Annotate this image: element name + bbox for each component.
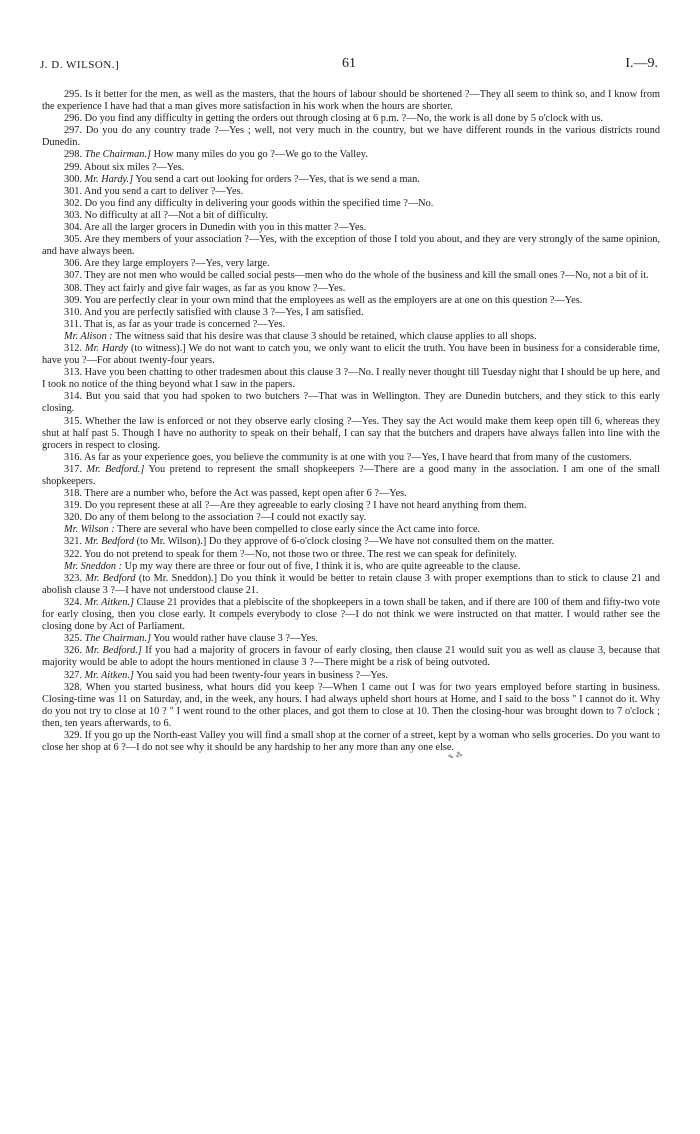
question-paragraph <box>42 234 660 258</box>
question-number: 329. <box>64 729 83 741</box>
question-number: 319. <box>64 500 83 512</box>
testimony-text-line: (to Mr. Wilson).] Do they approve of 6-o'clock closing ?—We have not consulted them on the matter. <box>136 536 555 548</box>
testimony-text-line: Have you been chatting to other tradesmen about this clause 3 ?—No. I really never thought till Tuesday night that I should be up here, and I took no notice of the thing beyond what I saw in the papers. <box>42 367 660 391</box>
question-paragraph <box>42 464 660 488</box>
question-paragraph <box>42 210 660 222</box>
question-number: 325. <box>64 633 83 645</box>
question-paragraph <box>42 488 660 500</box>
testimony-text-line: The witness said that his desire was that clause 3 should be retained, which clause applies to all shops. <box>115 330 537 342</box>
question-number: 305. <box>64 234 83 246</box>
question-paragraph <box>42 670 660 682</box>
question-paragraph <box>42 730 660 754</box>
question-paragraph <box>42 319 660 331</box>
testimony-text-line: You pretend to represent the small shopkeepers ?—There are a good many in the association. I am one of the small shopkeepers. <box>42 463 660 487</box>
speaker-name: Mr. Aitken.] <box>84 596 134 608</box>
question-paragraph <box>42 222 660 234</box>
question-paragraph <box>42 452 660 464</box>
question-paragraph <box>42 512 660 524</box>
question-number: 308. <box>64 282 83 294</box>
testimony-text-line: As far as your experience goes, you believe the community is at one with you ?—Yes, I have heard that from many of the customers. <box>84 451 632 463</box>
testimony-text-line: Are they large employers ?—Yes, very large. <box>84 258 270 270</box>
question-paragraph <box>42 283 660 295</box>
testimony-text-line: And you send a cart to deliver ?—Yes. <box>84 185 244 197</box>
question-paragraph <box>42 89 660 113</box>
speaker-name: Mr. Wilson : <box>64 524 115 536</box>
question-paragraph <box>42 573 660 597</box>
question-number: 300. <box>64 173 83 185</box>
testimony-text-line: Whether the law is enforced or not they observe early closing ?—Yes. They say the Act would make them keep open till 6, whereas they shut at half past 5. Though I have no authority to speak on their behalf, I can say that the butchers and drapers have always fallen into line with the grocers in respect to closing. <box>42 415 660 451</box>
question-paragraph <box>42 524 660 536</box>
testimony-text-line: You would rather have clause 3 ?—Yes. <box>153 633 318 645</box>
question-number: 321. <box>64 536 83 548</box>
question-number: 296. <box>64 113 83 125</box>
question-paragraph <box>42 536 660 548</box>
question-number: 307. <box>64 270 83 282</box>
question-paragraph <box>42 162 660 174</box>
question-paragraph <box>42 198 660 210</box>
question-number: 303. <box>64 209 83 221</box>
question-paragraph <box>42 391 660 415</box>
question-paragraph <box>42 307 660 319</box>
testimony-text-line: No difficulty at all ?—Not a bit of difficulty. <box>84 209 269 221</box>
testimony-text-line: But you said that you had spoken to two butchers ?—That was in Wellington. They are Dunedin butchers, and they stick to this early closing. <box>42 391 660 415</box>
question-paragraph <box>42 597 660 633</box>
speaker-name: Mr. Sneddon : <box>64 560 123 572</box>
testimony-text-line: Clause 21 provides that a plebiscite of the shopkeepers in a town shall be taken, and if there are 100 of them and fifty-two vote for early closing, then you close early. It compels everybody to close ?—I do not think we were instructed on that matter. I would rather see the closing done by Act of Parliament. <box>42 596 660 633</box>
testimony-text-line: Do you represent these at all ?—Are they agreeable to early closing ? I have not heard anything from them. <box>84 500 527 512</box>
question-paragraph <box>42 645 660 669</box>
question-number: 304. <box>64 222 83 234</box>
question-number: 317. <box>64 463 83 475</box>
testimony-text-line: If you had a majority of grocers in favour of early closing, then clause 21 would suit you as well as clause 3, because that majority would be able to adopt the hours mentioned in clause 3 ?—There might be a risk of being outvoted. <box>42 645 661 669</box>
testimony-text-line: They act fairly and give fair wages, as far as you know ?—Yes. <box>84 282 346 294</box>
testimony-text-line: They are not men who would be called social pests—men who do the whole of the business and kill the small ones ?—No, not a bit of it. <box>84 270 649 282</box>
testimony-text-line: Is it better for the men, as well as the masters, that the hours of labour should be shortened ?—They all seem to think so, and I know from the experience I have had that a man gives more satisfaction in his work when the hours are shorter. <box>42 89 660 113</box>
question-paragraph <box>42 561 660 573</box>
testimony-text-line: Do you do any country trade ?—Yes ; well, not very much in the country, but we have different rounds in the various districts round Dunedin. <box>42 125 660 149</box>
testimony-text-line: Are all the larger grocers in Dunedin with you in this matter ?—Yes. <box>84 222 367 234</box>
question-number: 309. <box>64 294 83 306</box>
page-number: 61 <box>342 56 356 71</box>
testimony-text-line: You said you had been twenty-four years in business ?—Yes. <box>136 669 388 681</box>
testimony-text-line: There are a number who, before the Act was passed, kept open after 6 ?—Yes. <box>84 488 407 500</box>
speaker-name: The Chairman.] <box>84 149 151 161</box>
question-number: 327. <box>64 669 83 681</box>
question-number: 298. <box>64 149 83 161</box>
question-number: 312. <box>64 342 83 354</box>
question-paragraph <box>42 258 660 270</box>
question-number: 306. <box>64 258 83 270</box>
question-number: 310. <box>64 306 83 318</box>
testimony-text-line: (to witness).] We do not want to catch you, we only want to elicit the truth. You have been in business for a considerable time, have you ?—For about twenty-four years. <box>42 342 661 367</box>
question-paragraph <box>42 270 660 282</box>
speaker-name: Mr. Hardy.] <box>84 173 134 185</box>
question-number: 295. <box>64 89 83 100</box>
testimony-text <box>42 89 660 754</box>
question-number: 311. <box>64 318 82 330</box>
speaker-name: The Chairman.] <box>84 633 151 645</box>
speaker-name: Mr. Aitken.] <box>84 669 134 681</box>
testimony-text-line: There are several who have been compelled to close early since the Act came into force. <box>117 524 481 536</box>
question-number: 322. <box>64 548 83 560</box>
question-paragraph <box>42 295 660 307</box>
question-paragraph <box>42 149 660 161</box>
question-number: 324. <box>64 596 83 608</box>
question-paragraph <box>42 113 660 125</box>
speaker-name: Mr. Bedford <box>85 572 136 584</box>
question-number: 315. <box>64 415 83 427</box>
speaker-name: Mr. Bedford <box>84 536 134 548</box>
question-paragraph <box>42 416 660 452</box>
question-number: 318. <box>64 488 83 500</box>
question-number: 297. <box>64 125 83 137</box>
testimony-text-line: Do you find any difficulty in delivering your goods within the specified time ?—No. <box>84 197 434 209</box>
question-paragraph <box>42 633 660 645</box>
testimony-text-line: Do you find any difficulty in getting the orders out through closing at 6 p.m. ?—No, the work is all done by 5 o'clock with us. <box>84 113 604 125</box>
document-reference: I.—9. <box>625 56 658 71</box>
question-paragraph <box>42 682 660 730</box>
question-number: 316. <box>64 451 83 463</box>
testimony-text-line: You are perfectly clear in your own mind that the employees as well as the employers are at one on this question ?—Yes. <box>84 294 583 306</box>
question-paragraph <box>42 500 660 512</box>
question-number: 314. <box>64 391 83 403</box>
testimony-text-line: Do any of them belong to the association ?—I could not exactly say. <box>84 512 367 524</box>
question-paragraph <box>42 331 660 343</box>
question-number: 320. <box>64 512 83 524</box>
header-witness-name: J. D. WILSON.] <box>40 59 120 71</box>
question-paragraph <box>42 367 660 391</box>
question-paragraph <box>42 549 660 561</box>
testimony-text-line: That is, as far as your trade is concerned ?—Yes. <box>84 318 286 330</box>
question-number: 299. <box>64 161 83 173</box>
testimony-text-line: How many miles do you go ?—We go to the Valley. <box>153 149 368 161</box>
speaker-name: Mr. Alison : <box>64 330 113 342</box>
testimony-text-line: You do not pretend to speak for them ?—No, not those two or three. The rest we can speak for definitely. <box>84 548 517 560</box>
question-number: 313. <box>64 367 83 379</box>
question-number: 301. <box>64 185 83 197</box>
testimony-text-line: You send a cart out looking for orders ?—Yes, that is we send a man. <box>135 173 420 185</box>
question-paragraph <box>42 343 660 367</box>
handwritten-mark: ✎ ⁂ <box>447 750 464 762</box>
testimony-text-line: When you started business, what hours did you keep ?—When I came out I was for two years employed before starting in business. Closing-time was 11 on Saturday, and, in the week, any hours. I had always upheld short hours at Home, and I said to the boss " I cannot do it. Why do you not try to close at 10 ? " I went round to the other places, and got them to close at 10. Then the closing-hour was brought down to 7 o'clock ; then, ten years afterwards, to 6. <box>42 681 660 729</box>
speaker-name: Mr. Hardy <box>85 342 128 354</box>
question-number: 328. <box>64 681 83 693</box>
page-header <box>40 56 658 74</box>
testimony-text-line: Are they members of your association ?—Yes, with the exception of those I told you about, and they are very strongly of the same opinion, and have always been. <box>42 234 660 258</box>
question-number: 326. <box>64 645 83 657</box>
speaker-name: Mr. Bedford.] <box>85 645 142 657</box>
question-paragraph <box>42 174 660 186</box>
testimony-text-line: Up my way there are three or four out of five, I think it is, who are quite agreeable to the clause. <box>124 560 521 572</box>
testimony-text-line: (to Mr. Sneddon).] Do you think it would be better to retain clause 3 with proper exemptions than to stick to clause 21 and abolish clause 3 ?—I have not understood clause 21. <box>42 572 661 596</box>
question-paragraph <box>42 125 660 149</box>
question-number: 302. <box>64 197 83 209</box>
speaker-name: Mr. Bedford.] <box>86 463 145 475</box>
testimony-text-line: If you go up the North-east Valley you will find a small shop at the corner of a street, kept by a woman who sells groceries. Do you want to close her shop at 6 ?—I do not see why it should be any hardship to her any more than any one else. <box>42 729 660 754</box>
question-number: 323. <box>64 572 83 584</box>
testimony-text-line: About six miles ?—Yes. <box>84 161 185 173</box>
question-paragraph <box>42 186 660 198</box>
testimony-text-line: And you are perfectly satisfied with clause 3 ?—Yes, I am satisfied. <box>84 306 364 318</box>
